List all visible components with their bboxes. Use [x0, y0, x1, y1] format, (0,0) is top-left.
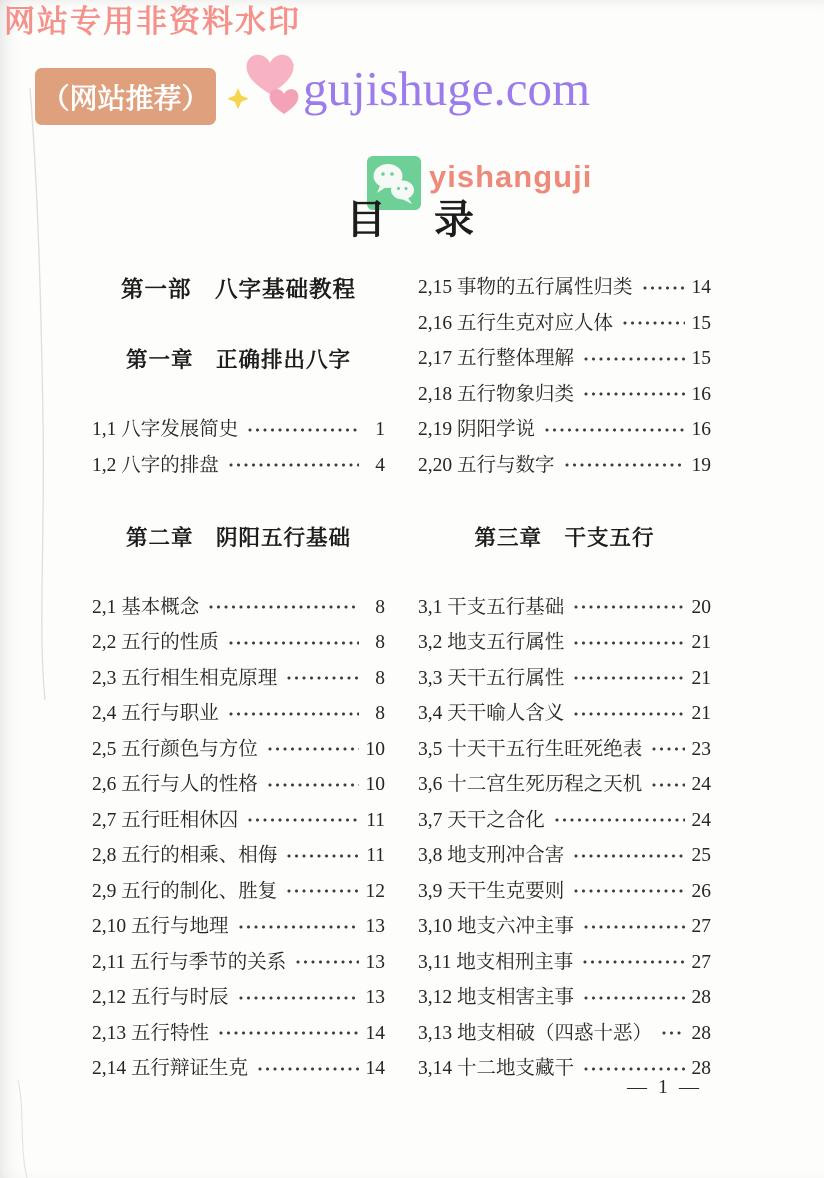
- dot-leader: [247, 817, 359, 823]
- toc-entry-page: 27: [691, 916, 711, 937]
- toc-entry-label: 2,3 五行相生相克原理: [92, 667, 278, 689]
- toc-left-column: [92, 270, 385, 1087]
- toc-entry-label: 2,4 五行与职业: [92, 703, 219, 724]
- toc-entry-page: 26: [691, 880, 711, 902]
- dot-leader: [238, 995, 359, 1001]
- toc-columns: [92, 270, 712, 1087]
- toc-entry: [92, 838, 385, 874]
- toc-entry-page: 8: [375, 703, 385, 724]
- toc-entry-page: 8: [375, 667, 385, 689]
- toc-entry-label: 3,11 地支相刑主事: [418, 951, 574, 973]
- toc-entry: [92, 412, 385, 448]
- dot-leader: [267, 746, 359, 752]
- dot-leader: [573, 853, 685, 859]
- toc-entry: [418, 270, 711, 306]
- toc-entry-page: 13: [365, 987, 385, 1008]
- toc-entry-label: 2,20 五行与数字: [418, 454, 555, 476]
- toc-entry-label: 2,14 五行辩证生克: [92, 1058, 249, 1079]
- dot-leader: [582, 959, 685, 965]
- toc-entry-page: 20: [691, 596, 711, 618]
- toc-entry: [418, 732, 711, 768]
- site-recommend-badge: （网站推荐）: [35, 68, 216, 125]
- toc-entry: [92, 661, 385, 697]
- dot-leader: [583, 391, 685, 397]
- dot-leader: [564, 462, 685, 468]
- toc-entry-page: 10: [365, 738, 385, 760]
- toc-entry: [418, 1016, 711, 1052]
- toc-entry: [418, 341, 711, 377]
- dot-leader: [651, 782, 685, 788]
- toc-entry-page: 25: [691, 845, 711, 866]
- toc-entry: [92, 590, 385, 626]
- toc-entry-label: 1,1 八字发展简史: [92, 419, 239, 440]
- dot-leader: [573, 888, 685, 894]
- toc-entry-label: 3,8 地支刑冲合害: [418, 845, 565, 866]
- toc-entry: [418, 838, 711, 874]
- paper-crease: [0, 0, 80, 1178]
- toc-entry-label: 2,12 五行与时辰: [92, 987, 229, 1008]
- toc-entry-label: 2,13 五行特性: [92, 1022, 210, 1044]
- toc-entry-label: 3,3 天干五行属性: [418, 667, 565, 689]
- toc-entry-page: 14: [365, 1058, 385, 1079]
- toc-entry-page: 28: [691, 1022, 711, 1044]
- dot-leader: [228, 640, 359, 646]
- dot-leader: [583, 356, 685, 362]
- toc-entry-label: 3,12 地支相害主事: [418, 987, 575, 1008]
- toc-entry-label: 2,5 五行颜色与方位: [92, 738, 258, 760]
- toc-entry: [418, 696, 711, 732]
- toc-heading: 第一章 正确排出八字: [125, 348, 351, 373]
- site-url-text: gujishuge.com: [303, 61, 591, 116]
- toc-entry-label: 3,10 地支六冲主事: [418, 916, 575, 937]
- dot-leader: [218, 1030, 359, 1036]
- toc-entry-label: 2,1 基本概念: [92, 596, 200, 618]
- dot-leader: [583, 1066, 685, 1072]
- watermark-text: 网站专用非资料水印: [4, 4, 301, 39]
- dot-leader: [573, 640, 685, 646]
- toc-heading: 第一部 八字基础教程: [120, 276, 356, 302]
- toc-entry-label: 2,16 五行生克对应人体: [418, 312, 614, 334]
- toc-entry-page: 10: [365, 774, 385, 795]
- dot-leader: [583, 995, 685, 1001]
- toc-entry-page: 13: [365, 951, 385, 973]
- toc-entry-page: 15: [691, 312, 711, 334]
- toc-entry: [418, 980, 711, 1016]
- toc-entry-page: 28: [691, 987, 711, 1008]
- dot-leader: [651, 746, 685, 752]
- dot-leader: [208, 604, 359, 610]
- toc-entry-label: 3,2 地支五行属性: [418, 632, 565, 653]
- toc-entry-page: 16: [691, 383, 711, 405]
- toc-entry-page: 15: [691, 348, 711, 369]
- toc-entry-page: 27: [691, 951, 711, 973]
- toc-heading: 第二章 阴阳五行基础: [125, 525, 351, 550]
- toc-entry-page: 14: [691, 277, 711, 298]
- toc-entry-label: 1,2 八字的排盘: [92, 454, 219, 476]
- toc-entry: [418, 625, 711, 661]
- toc-entry: [418, 412, 711, 448]
- dot-leader: [286, 888, 359, 894]
- dot-leader: [583, 924, 685, 930]
- toc-entry: [418, 377, 711, 413]
- toc-entry: [92, 980, 385, 1016]
- dot-leader: [286, 675, 359, 681]
- page-title: 目 录: [346, 198, 478, 242]
- toc-entry-label: 2,2 五行的性质: [92, 632, 219, 653]
- toc-entry-page: 11: [366, 845, 385, 866]
- toc-entry-label: 3,1 干支五行基础: [418, 596, 565, 618]
- toc-entry: [92, 909, 385, 945]
- toc-entry-page: 23: [691, 738, 711, 760]
- dot-leader: [554, 817, 685, 823]
- dot-leader: [622, 320, 685, 326]
- toc-entry-page: 21: [691, 667, 711, 689]
- toc-entry: [418, 909, 711, 945]
- dot-leader: [286, 853, 359, 859]
- toc-entry: [92, 1051, 385, 1087]
- toc-entry-page: 24: [691, 774, 711, 795]
- dot-leader: [573, 675, 685, 681]
- toc-entry-label: 3,9 天干生克要则: [418, 880, 565, 902]
- toc-entry-label: 2,17 五行整体理解: [418, 348, 575, 369]
- toc-entry-label: 2,18 五行物象归类: [418, 383, 575, 405]
- toc-entry-page: 8: [375, 596, 385, 618]
- dot-leader: [661, 1030, 685, 1036]
- toc-entry-page: 1: [375, 419, 385, 440]
- toc-entry: [418, 306, 711, 342]
- hearts-sparkle-icon: [226, 50, 310, 131]
- toc-entry: [92, 448, 385, 484]
- toc-entry-label: 3,7 天干之合化: [418, 809, 545, 831]
- toc-entry-page: 19: [691, 454, 711, 476]
- toc-entry: [418, 945, 711, 981]
- toc-entry-page: 21: [691, 632, 711, 653]
- toc-entry-label: 3,5 十天干五行生旺死绝表: [418, 738, 643, 760]
- toc-entry: [418, 803, 711, 839]
- toc-entry: [92, 625, 385, 661]
- toc-entry-label: 2,19 阴阳学说: [418, 419, 536, 440]
- dot-leader: [238, 924, 359, 930]
- toc-entry-page: 24: [691, 809, 711, 831]
- toc-entry: [418, 874, 711, 910]
- toc-entry-page: 21: [691, 703, 711, 724]
- dot-leader: [228, 462, 359, 468]
- toc-entry-label: 2,7 五行旺相休囚: [92, 809, 239, 831]
- toc-entry-page: 13: [365, 916, 385, 937]
- toc-entry: [92, 696, 385, 732]
- toc-entry-page: 14: [365, 1022, 385, 1044]
- toc-entry-label: 3,13 地支相破（四惑十恶）: [418, 1022, 653, 1044]
- toc-entry: [418, 767, 711, 803]
- toc-entry-page: 4: [375, 454, 385, 476]
- toc-entry: [418, 448, 711, 484]
- dot-leader: [228, 711, 359, 717]
- toc-entry-label: 2,9 五行的制化、胜复: [92, 880, 278, 902]
- toc-entry-label: 2,6 五行与人的性格: [92, 774, 258, 795]
- toc-right-column: [418, 270, 711, 1087]
- toc-entry-label: 2,15 事物的五行属性归类: [418, 277, 633, 298]
- toc-entry-label: 3,6 十二宫生死历程之天机: [418, 774, 643, 795]
- dot-leader: [573, 711, 685, 717]
- toc-entry-page: 11: [366, 809, 385, 831]
- dot-leader: [247, 427, 359, 433]
- toc-entry-page: 28: [691, 1058, 711, 1079]
- toc-entry-page: 12: [365, 880, 385, 902]
- toc-entry: [92, 874, 385, 910]
- toc-entry: [92, 945, 385, 981]
- toc-entry-page: 16: [691, 419, 711, 440]
- toc-entry-page: 8: [375, 632, 385, 653]
- toc-entry: [418, 590, 711, 626]
- toc-entry: [92, 732, 385, 768]
- dot-leader: [267, 782, 359, 788]
- toc-entry-label: 3,4 天干喻人含义: [418, 703, 565, 724]
- dot-leader: [642, 285, 685, 291]
- toc-entry-label: 2,11 五行与季节的关系: [92, 951, 287, 973]
- dot-leader: [544, 427, 685, 433]
- toc-entry-label: 3,14 十二地支藏干: [418, 1058, 575, 1079]
- dot-leader: [257, 1066, 359, 1072]
- wechat-handle-text: yishanguji: [429, 159, 593, 194]
- toc-entry: [92, 1016, 385, 1052]
- toc-entry: [92, 803, 385, 839]
- toc-entry-label: 2,8 五行的相乘、相侮: [92, 845, 278, 866]
- dot-leader: [295, 959, 359, 965]
- toc-heading: 第三章 干支五行: [474, 525, 655, 550]
- page-number: — 1 —: [627, 1076, 702, 1098]
- toc-entry: [418, 661, 711, 697]
- toc-entry: [92, 767, 385, 803]
- dot-leader: [573, 604, 685, 610]
- toc-entry-label: 2,10 五行与地理: [92, 916, 229, 937]
